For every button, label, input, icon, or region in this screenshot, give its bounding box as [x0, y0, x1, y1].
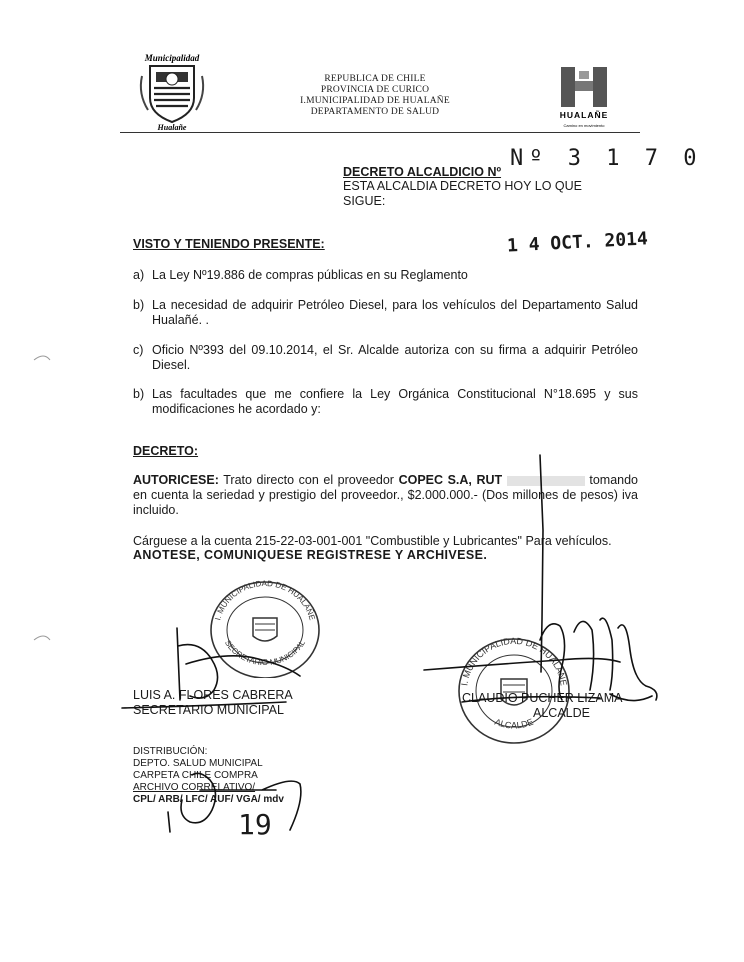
- margin-hole-mark: [34, 636, 50, 640]
- mayor-signature-block: [462, 691, 622, 721]
- header-divider: [120, 132, 640, 133]
- hualane-h-logo: [553, 63, 615, 131]
- secretary-stamp-top: I. MUNICIPALIDAD DE HUALAÑE: [213, 578, 317, 622]
- autoricese-label: AUTORICESE:: [133, 473, 219, 487]
- header-line: REPUBLICA DE CHILE: [324, 74, 426, 84]
- secretary-stamp: [205, 578, 325, 678]
- secretary-name: LUIS A. FLORES CABRERA: [133, 688, 293, 702]
- hualane-logo-name: HUALAÑE: [559, 110, 609, 120]
- autoricese-text-2: tomando en cuenta la seriedad y prestigio del proveedor., $2.000.000.- (Dos millones de pesos) iva incluido.: [133, 473, 639, 517]
- distribution-block: [133, 746, 284, 806]
- visto-item: [133, 343, 638, 373]
- decreto-heading: DECRETO:: [133, 444, 199, 458]
- autoricese-paragraph: [133, 473, 638, 518]
- header-line: DEPARTAMENTO DE SALUD: [310, 107, 440, 117]
- decree-title: DECRETO ALCALDICIO Nº: [343, 165, 502, 179]
- svg-text:I. MUNICIPALIDAD DE HUALAÑE: [213, 579, 317, 621]
- header-institution-block: [280, 74, 470, 118]
- decree-date-stamp: 1 4 OCT. 2014: [506, 228, 649, 257]
- decree-subtitle: ESTA ALCALDIA DECRETO HOY LO QUE SIGUE:: [343, 179, 582, 208]
- autoricese-text-1: Trato directo con el proveedor: [218, 473, 399, 487]
- secretary-signature-block: [133, 688, 293, 718]
- mayor-name: CLAUDIO PUCHER LIZAMA: [462, 691, 623, 705]
- visto-item: [133, 268, 638, 283]
- distribution-line: CARPETA CHILE COMPRA: [133, 770, 258, 781]
- provider-name: COPEC S.A, RUT: [398, 473, 503, 487]
- municipal-crest-logo: [136, 50, 208, 132]
- item-text: Oficio Nº393 del 09.10.2014, el Sr. Alcalde autoriza con su firma a adquirir Petróleo Diesel.: [152, 343, 638, 372]
- hualane-logo-tagline: Camino en movimiento: [563, 123, 605, 128]
- carguese-paragraph: Cárguese a la cuenta 215-22-03-001-001 "Combustible y Lubricantes" Para vehículos.: [133, 534, 612, 548]
- distribution-heading: DISTRIBUCIÓN:: [133, 746, 208, 757]
- distribution-line: DEPTO. SALUD MUNICIPAL: [133, 758, 263, 769]
- handwritten-page-number: 19: [238, 808, 272, 841]
- item-text: La necesidad de adquirir Petróleo Diesel, para los vehículos del Departamento Salud Hualañé. .: [152, 298, 638, 327]
- svg-text:SECRETARIO MUNICIPAL: [223, 638, 307, 667]
- crest-bottom-text: Hualañe: [157, 123, 187, 132]
- mayor-stamp-top: I. MUNICIPALIDAD DE HUALAÑE: [459, 635, 569, 687]
- visto-item: [133, 298, 638, 328]
- item-text: Las facultades que me confiere la Ley Orgánica Constitucional N°18.695 y sus modificaciones he acordado y:: [152, 387, 638, 416]
- visto-item: [133, 387, 638, 417]
- item-text: La Ley Nº19.886 de compras públicas en su Reglamento: [152, 268, 468, 282]
- mayor-stamp: [455, 635, 573, 745]
- item-letter: b): [133, 387, 145, 401]
- item-letter: c): [133, 343, 144, 357]
- decree-number: Nº 3 1 7 0: [510, 146, 703, 171]
- closing-statement: ANOTESE, COMUNIQUESE REGISTRESE Y ARCHIVESE.: [133, 548, 488, 562]
- crest-top-text: Municipalidad: [144, 53, 200, 63]
- secretary-stamp-bottom: SECRETARIO MUNICIPAL: [222, 638, 308, 668]
- redacted-rut: [507, 476, 585, 486]
- mayor-title: ALCALDE: [533, 706, 590, 720]
- distribution-line: ARCHIVO CORRELATIVO/: [133, 782, 256, 793]
- secretary-title: SECRETARIO MUNICIPAL: [133, 703, 284, 717]
- item-letter: a): [133, 268, 145, 282]
- item-letter: b): [133, 298, 145, 312]
- header-line: PROVINCIA DE CURICO: [320, 85, 430, 95]
- visto-heading: VISTO Y TENIENDO PRESENTE:: [133, 237, 325, 251]
- distribution-initials: CPL/ ARB/ LFC/ AUF/ VGA/ mdv: [133, 794, 284, 805]
- header-line: I.MUNICIPALIDAD DE HUALAÑE: [300, 96, 450, 106]
- margin-hole-mark: [34, 356, 50, 360]
- mayor-stamp-bottom: ALCALDE: [493, 716, 535, 731]
